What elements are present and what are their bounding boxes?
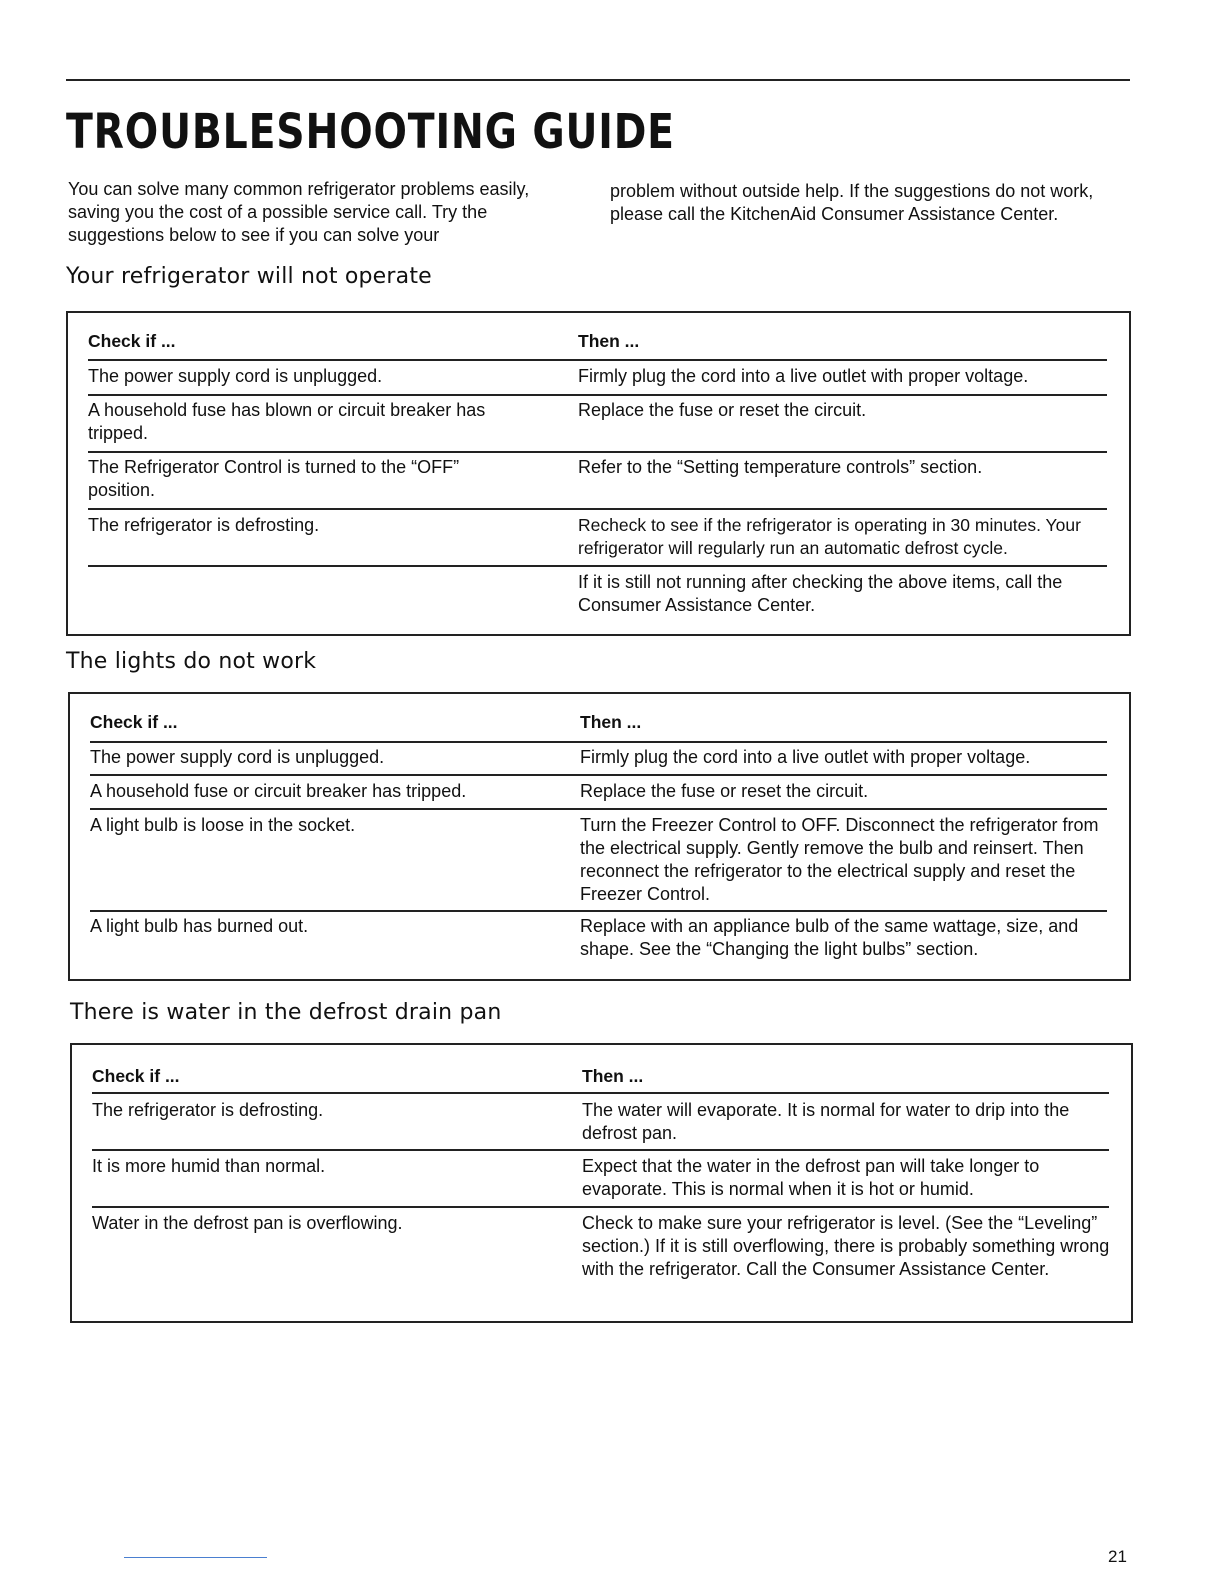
intro-right: problem without outside help. If the suggestions do not work, please call the KitchenAid Consumer Assistance Center. — [610, 181, 1094, 224]
col-header-check: Check if ... — [92, 1066, 180, 1086]
then-cell: Replace the fuse or reset the circuit. — [580, 781, 869, 801]
table-row — [88, 571, 1109, 617]
check-cell: The refrigerator is defrosting. — [92, 1100, 324, 1120]
section-heading-lights: The lights do not work — [66, 649, 317, 674]
check-cell: A light bulb is loose in the socket. — [90, 815, 356, 835]
header-rule — [92, 1092, 1109, 1094]
table-row — [90, 814, 1109, 906]
then-cell: Recheck to see if the refrigerator is operating in 30 minutes. Your refrigerator will regularly run an automatic defrost cycle. — [578, 515, 1081, 558]
table-row — [88, 399, 1109, 445]
then-cell: Replace the fuse or reset the circuit. — [578, 400, 867, 420]
then-cell: Firmly plug the cord into a live outlet with proper voltage. — [580, 747, 1031, 767]
col-header-check: Check if ... — [88, 331, 176, 351]
table-row — [90, 746, 1109, 769]
then-cell: Check to make sure your refrigerator is level. (See the “Leveling” section.) If it is still overflowing, there is probably something wrong with the refrigerator. Call the Consumer Assistance Center. — [582, 1213, 1110, 1279]
check-cell: A light bulb has burned out. — [90, 916, 309, 936]
header-rule — [88, 359, 1107, 361]
check-cell: Water in the defrost pan is overflowing. — [92, 1213, 403, 1233]
table-header — [92, 1065, 1111, 1088]
table-row — [92, 1155, 1111, 1201]
top-rule — [66, 79, 1130, 81]
then-cell: Replace with an appliance bulb of the same wattage, size, and shape. See the “Changing the light bulbs” section. — [580, 916, 1079, 959]
then-cell: Expect that the water in the defrost pan will take longer to evaporate. This is normal when it is hot or humid. — [582, 1156, 1040, 1199]
table-defrost-pan — [70, 1043, 1133, 1323]
check-cell: A household fuse has blown or circuit breaker has tripped. — [88, 400, 486, 443]
table-row — [90, 915, 1109, 961]
col-header-then: Then ... — [580, 712, 642, 732]
header-rule — [90, 741, 1107, 743]
row-rule — [92, 1206, 1109, 1208]
row-rule — [92, 1149, 1109, 1151]
table-header — [88, 330, 1109, 353]
row-rule — [88, 508, 1107, 510]
table-row — [90, 780, 1109, 803]
check-cell — [88, 571, 578, 617]
check-cell: The power supply cord is unplugged. — [88, 366, 383, 386]
intro-left: You can solve many common refrigerator problems easily, saving you the cost of a possible service call. Try the suggestions below to see if you can solve your — [68, 179, 530, 245]
row-rule — [88, 565, 1107, 567]
section-heading-defrost-pan: There is water in the defrost drain pan — [70, 1000, 502, 1025]
footer-line — [124, 1557, 267, 1558]
section-heading-not-operate: Your refrigerator will not operate — [66, 264, 432, 289]
check-cell: The Refrigerator Control is turned to the “OFF” position. — [88, 457, 460, 500]
page-number: 21 — [1108, 1547, 1127, 1566]
row-rule — [90, 808, 1107, 810]
row-rule — [88, 451, 1107, 453]
col-header-check: Check if ... — [90, 712, 178, 732]
then-cell: The water will evaporate. It is normal for water to drip into the defrost pan. — [582, 1100, 1070, 1143]
table-lights — [68, 692, 1131, 981]
then-cell: If it is still not running after checking the above items, call the Consumer Assistance Center. — [578, 572, 1063, 615]
check-cell: The power supply cord is unplugged. — [90, 747, 385, 767]
row-rule — [90, 910, 1107, 912]
table-row — [88, 456, 1109, 502]
table-header — [90, 711, 1109, 734]
table-row — [92, 1099, 1111, 1145]
check-cell: The refrigerator is defrosting. — [88, 515, 320, 535]
table-row — [88, 365, 1109, 388]
table-row — [88, 514, 1109, 560]
then-cell: Refer to the “Setting temperature controls” section. — [578, 457, 983, 477]
check-cell: It is more humid than normal. — [92, 1156, 326, 1176]
table-not-operate — [66, 311, 1131, 636]
row-rule — [88, 394, 1107, 396]
table-row — [92, 1212, 1111, 1281]
col-header-then: Then ... — [578, 331, 640, 351]
row-rule — [90, 774, 1107, 776]
then-cell: Turn the Freezer Control to OFF. Disconnect the refrigerator from the electrical supply. Gently remove the bulb and reinsert. Then reconnect the refrigerator to the electrical supply and reset the Freezer Control. — [580, 815, 1099, 904]
then-cell: Firmly plug the cord into a live outlet with proper voltage. — [578, 366, 1029, 386]
col-header-then: Then ... — [582, 1066, 644, 1086]
page-title: TROUBLESHOOTING GUIDE — [66, 104, 675, 160]
check-cell: A household fuse or circuit breaker has tripped. — [90, 781, 467, 801]
